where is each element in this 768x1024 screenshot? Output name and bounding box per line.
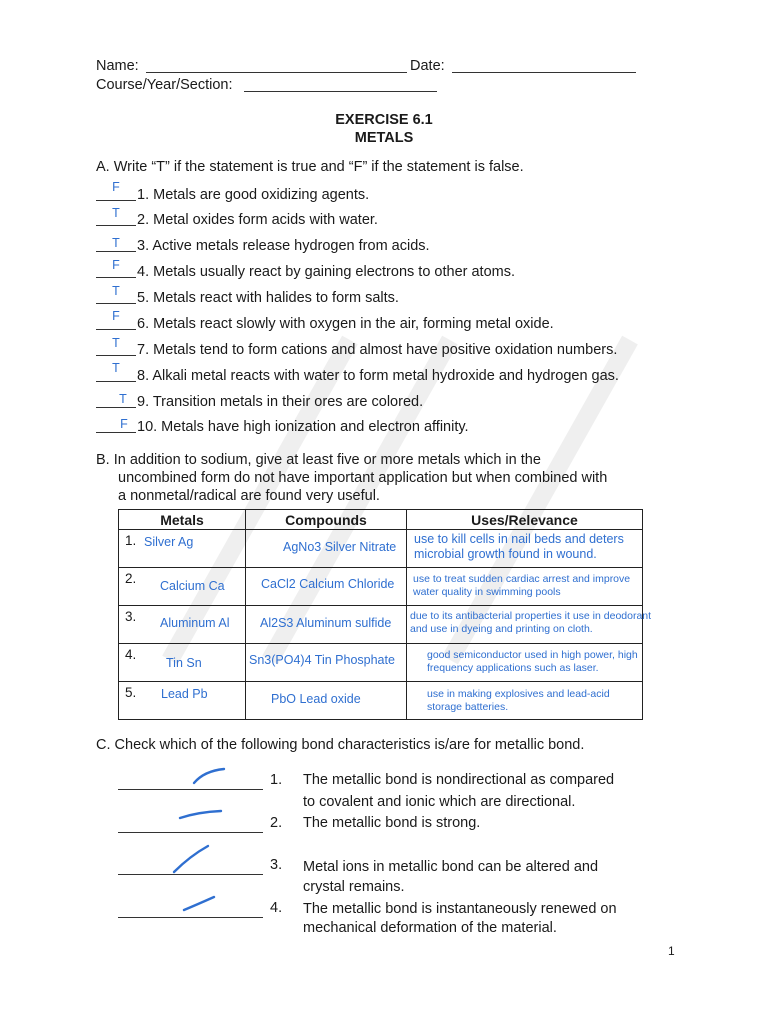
compound-cell[interactable] [246,644,407,682]
section-b-instruction-3: a nonmetal/radical are found very useful. [118,488,380,504]
table-row [119,682,643,720]
use-cell[interactable] [407,644,643,682]
compound-name: CaCl2 Calcium Chloride [261,577,395,591]
metal-cell[interactable] [119,682,246,720]
answer-blank [96,239,136,252]
compound-name: AgNo3 Silver Nitrate [283,540,397,554]
answer-blank [96,395,136,408]
statement-2: 2. Metal oxides form acids with water. [137,212,378,228]
metals-table [118,509,652,720]
use-text: use to kill cells in nail beds and deters microbial growth found in wound. [414,532,624,561]
statement-7: 7. Metals tend to form cations and almost have positive oxidation numbers. [137,342,618,358]
checkmark-4-icon [180,893,220,915]
statement-4: 4. Metals usually react by gaining electrons to other atoms. [137,264,515,280]
item-number: 3. [270,857,283,873]
compound-cell[interactable] [246,530,407,568]
date-label: Date: [410,58,445,74]
use-text: good semiconductor used in high power, high frequency applications such as laser. [427,649,638,674]
compound-name: Sn3(PO4)4 Tin Phosphate [249,653,395,667]
header-uses: Uses/Relevance [407,510,643,530]
item-text: crystal remains. [303,879,405,895]
table-row [119,530,643,568]
answer-blank [96,188,136,201]
item-text: The metallic bond is strong. [303,815,481,831]
statement-6: 6. Metals react slowly with oxygen in the air, forming metal oxide. [137,316,554,332]
metal-name: Silver Ag [144,535,194,549]
answer-1[interactable]: F [112,180,120,194]
metal-cell[interactable] [119,530,246,568]
item-number: 1. [270,772,283,788]
metal-name: Aluminum Al [160,616,230,630]
item-text: to covalent and ionic which are directional. [303,794,576,810]
exercise-title: EXERCISE 6.1 [335,112,433,128]
use-cell[interactable] [407,606,652,644]
item-text: mechanical deformation of the material. [303,920,557,936]
answer-6[interactable]: F [112,309,120,323]
section-b-instruction-1: B. In addition to sodium, give at least five or more metals which in the [96,452,541,468]
answer-blank [96,213,136,226]
use-cell[interactable] [407,568,643,606]
answer-blank [96,265,136,278]
answer-5[interactable]: T [112,284,120,298]
metal-cell[interactable] [119,606,246,644]
row-number: 3. [125,609,137,624]
metal-name: Lead Pb [161,687,208,701]
header-metals: Metals [119,510,246,530]
item-number: 4. [270,900,283,916]
use-cell[interactable] [407,530,643,568]
row-number: 1. [125,533,137,548]
answer-10[interactable]: F [120,417,128,431]
table-header-row [119,510,643,530]
compound-cell[interactable] [246,568,407,606]
use-text: due to its antibacterial properties it use in deodorant and use in dyeing and printing on cloth. [410,610,652,635]
table-row [119,568,643,606]
exercise-subtitle: METALS [354,130,414,146]
statement-10: 10. Metals have high ionization and electron affinity. [137,419,469,435]
answer-7[interactable]: T [112,336,120,350]
answer-4[interactable]: F [112,258,120,272]
compound-name: Al2S3 Aluminum sulfide [260,616,392,630]
section-b-instruction-2: uncombined form do not have important application but when combined with [118,470,608,486]
row-number: 4. [125,647,137,662]
checkmark-2-icon [176,806,226,822]
statement-1: 1. Metals are good oxidizing agents. [137,187,370,203]
name-field[interactable] [146,56,407,73]
answer-blank [96,291,136,304]
header-compounds: Compounds [246,510,407,530]
course-field[interactable] [244,75,437,92]
answer-blank [96,420,136,433]
checkmark-1-icon [190,765,230,787]
use-text: use in making explosives and lead-acid storage batteries. [427,688,610,713]
course-label: Course/Year/Section: [96,77,233,93]
metal-cell[interactable] [119,568,246,606]
metal-name: Tin Sn [166,656,202,670]
use-cell[interactable] [407,682,643,720]
statement-3: 3. Active metals release hydrogen from acids. [137,238,430,254]
answer-blank [96,343,136,356]
table-row [119,644,643,682]
item-text: The metallic bond is instantaneously renewed on [303,901,617,917]
compound-cell[interactable] [246,606,407,644]
statement-5: 5. Metals react with halides to form salts. [137,290,399,306]
use-text: use to treat sudden cardiac arrest and improve water quality in swimming pools [413,573,631,598]
name-label: Name: [96,58,139,74]
answer-8[interactable]: T [112,361,120,375]
section-a-instruction: A. Write “T” if the statement is true and “F” if the statement is false. [96,159,524,175]
compound-cell[interactable] [246,682,407,720]
statement-8: 8. Alkali metal reacts with water to form metal hydroxide and hydrogen gas. [137,368,619,384]
row-number: 5. [125,685,137,700]
answer-3[interactable]: T [112,236,120,250]
metal-name: Calcium Ca [160,579,225,593]
section-c-instruction: C. Check which of the following bond characteristics is/are for metallic bond. [96,737,585,753]
answer-9[interactable]: T [119,392,127,406]
date-field[interactable] [452,56,636,73]
item-number: 2. [270,815,283,831]
compound-name: PbO Lead oxide [271,692,361,706]
metal-cell[interactable] [119,644,246,682]
statement-9: 9. Transition metals in their ores are colored. [137,394,424,410]
page-number: 1 [668,944,675,958]
answer-blank [96,317,136,330]
row-number: 2. [125,571,137,586]
answer-blank [96,369,136,382]
item-text: Metal ions in metallic bond can be altered and [303,859,599,875]
item-text: The metallic bond is nondirectional as compared [303,772,615,788]
checkmark-3-icon [168,842,214,876]
answer-2[interactable]: T [112,206,120,220]
table-row [119,606,643,644]
